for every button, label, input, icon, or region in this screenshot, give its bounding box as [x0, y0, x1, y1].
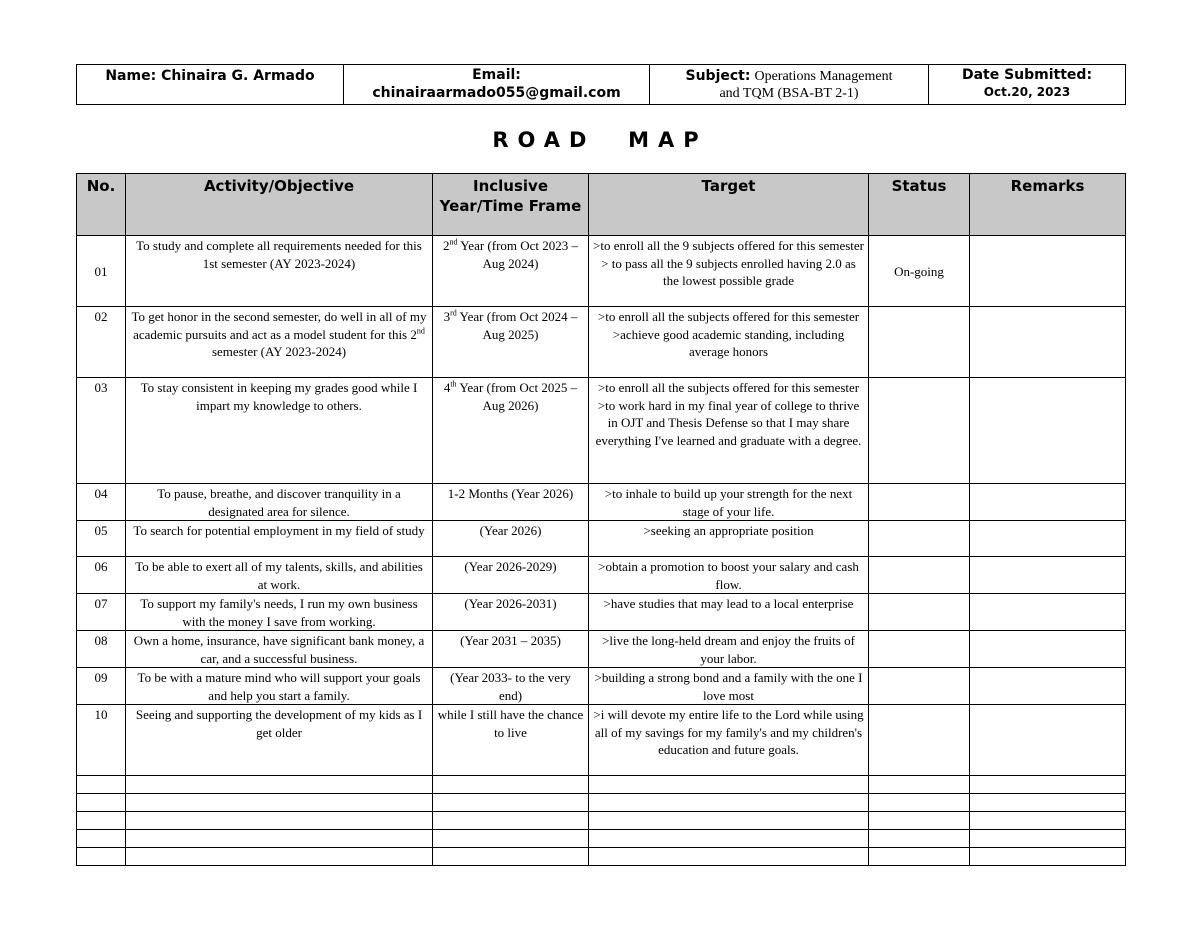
- table-header-row: [77, 174, 1126, 236]
- header-info-table: [76, 64, 1126, 105]
- row-time-frame: [433, 236, 589, 307]
- row-remarks: [970, 705, 1126, 776]
- empty-row: [77, 776, 1126, 794]
- row-activity: To stay consistent in keeping my grades good while I impart my knowledge to others.: [126, 378, 433, 484]
- subject-cell: [650, 65, 929, 105]
- empty-cell: [77, 848, 126, 866]
- row-time-frame: (Year 2033- to the very end): [433, 668, 589, 705]
- empty-cell: [433, 830, 589, 848]
- empty-cell: [126, 812, 433, 830]
- table-row: [77, 521, 1126, 557]
- row-time-frame: (Year 2026-2029): [433, 557, 589, 594]
- roadmap-table: [76, 173, 1126, 866]
- row-target: >to enroll all the subjects offered for this semester >to work hard in my final year of college to thrive in OJT and Thesis Defense so that I may share everything I've learned and graduate with a degree.: [589, 378, 869, 484]
- empty-cell: [869, 812, 970, 830]
- time-ordinal-suffix: nd: [449, 237, 458, 247]
- empty-cell: [433, 848, 589, 866]
- time-ordinal: 4: [443, 380, 451, 395]
- time-text: Year (from Oct 2024 – Aug 2025): [456, 309, 578, 342]
- time-text: Year (from Oct 2025 – Aug 2026): [456, 380, 578, 413]
- date-cell: [929, 65, 1126, 105]
- row-time-frame: while I still have the chance to live: [433, 705, 589, 776]
- col-header-no: No.: [77, 174, 126, 236]
- subject-label: Subject:: [685, 68, 751, 84]
- empty-cell: [589, 812, 869, 830]
- row-no: 09: [77, 668, 126, 705]
- row-no: 06: [77, 557, 126, 594]
- row-target: >building a strong bond and a family with the one I love most: [589, 668, 869, 705]
- empty-cell: [126, 830, 433, 848]
- row-activity: Own a home, insurance, have significant bank money, a car, and a successful business.: [126, 631, 433, 668]
- row-target: >seeking an appropriate position: [589, 521, 869, 557]
- row-status: On-going: [869, 236, 970, 307]
- empty-cell: [970, 812, 1126, 830]
- table-row: [77, 705, 1126, 776]
- empty-cell: [589, 830, 869, 848]
- row-target: >i will devote my entire life to the Lord while using all of my savings for my family's and my children's education and future goals.: [589, 705, 869, 776]
- activity-ordinal-suffix: nd: [416, 326, 425, 336]
- table-row: [77, 594, 1126, 631]
- row-activity: [126, 307, 433, 378]
- row-target: >obtain a promotion to boost your salary and cash flow.: [589, 557, 869, 594]
- empty-row: [77, 848, 1126, 866]
- row-no: 02: [77, 307, 126, 378]
- row-remarks: [970, 307, 1126, 378]
- row-target: >to inhale to build up your strength for the next stage of your life.: [589, 484, 869, 521]
- row-time-frame: (Year 2031 – 2035): [433, 631, 589, 668]
- row-remarks: [970, 236, 1126, 307]
- empty-cell: [970, 848, 1126, 866]
- date-label: Date Submitted:: [961, 67, 1093, 83]
- student-name: Name: Chinaira G. Armado: [105, 68, 315, 84]
- empty-cell: [126, 776, 433, 794]
- empty-cell: [77, 830, 126, 848]
- table-row: [77, 631, 1126, 668]
- empty-cell: [126, 794, 433, 812]
- empty-cell: [433, 794, 589, 812]
- row-activity: To be with a mature mind who will support your goals and help you start a family.: [126, 668, 433, 705]
- activity-text-end: semester (AY 2023-2024): [211, 344, 347, 359]
- empty-cell: [589, 794, 869, 812]
- subject-value-line1: Operations Management: [754, 69, 893, 84]
- empty-cell: [126, 848, 433, 866]
- row-status: [869, 668, 970, 705]
- row-no: 08: [77, 631, 126, 668]
- row-remarks: [970, 631, 1126, 668]
- row-remarks: [970, 594, 1126, 631]
- row-status: [869, 307, 970, 378]
- col-header-target: Target: [589, 174, 869, 236]
- empty-cell: [77, 794, 126, 812]
- time-ordinal-suffix: rd: [450, 308, 457, 318]
- activity-text: To get honor in the second semester, do well in all of my academic pursuits and act as a model student for this 2: [131, 309, 427, 342]
- row-activity: To be able to exert all of my talents, skills, and abilities at work.: [126, 557, 433, 594]
- row-activity: To study and complete all requirements needed for this 1st semester (AY 2023-2024): [126, 236, 433, 307]
- table-row: [77, 668, 1126, 705]
- time-ordinal-suffix: th: [450, 379, 457, 389]
- col-header-activity: Activity/Objective: [126, 174, 433, 236]
- empty-row: [77, 830, 1126, 848]
- time-ordinal: 2: [442, 238, 450, 253]
- table-row: [77, 236, 1126, 307]
- table-row: [77, 484, 1126, 521]
- row-time-frame: [433, 378, 589, 484]
- row-time-frame: (Year 2026): [433, 521, 589, 557]
- row-status: [869, 521, 970, 557]
- empty-cell: [77, 776, 126, 794]
- row-status: [869, 484, 970, 521]
- empty-row: [77, 794, 1126, 812]
- row-target: >live the long-held dream and enjoy the fruits of your labor.: [589, 631, 869, 668]
- name-cell: [77, 65, 344, 105]
- table-row: [77, 378, 1126, 484]
- empty-cell: [869, 794, 970, 812]
- row-time-frame: (Year 2026-2031): [433, 594, 589, 631]
- row-time-frame: 1-2 Months (Year 2026): [433, 484, 589, 521]
- page-title: ROAD MAP: [492, 128, 708, 152]
- empty-cell: [869, 848, 970, 866]
- row-no: 07: [77, 594, 126, 631]
- row-status: [869, 705, 970, 776]
- empty-cell: [970, 830, 1126, 848]
- empty-cell: [433, 812, 589, 830]
- empty-cell: [869, 776, 970, 794]
- row-remarks: [970, 484, 1126, 521]
- empty-cell: [589, 848, 869, 866]
- row-no: 05: [77, 521, 126, 557]
- row-activity: Seeing and supporting the development of my kids as I get older: [126, 705, 433, 776]
- row-target: >to enroll all the subjects offered for this semester >achieve good academic standing, including average honors: [589, 307, 869, 378]
- email-cell: [344, 65, 650, 105]
- row-status: [869, 378, 970, 484]
- row-time-frame: [433, 307, 589, 378]
- date-value: Oct.20, 2023: [983, 85, 1071, 99]
- row-remarks: [970, 521, 1126, 557]
- empty-cell: [970, 794, 1126, 812]
- row-activity: To search for potential employment in my field of study: [126, 521, 433, 557]
- row-status: [869, 594, 970, 631]
- row-status: [869, 557, 970, 594]
- row-target: >have studies that may lead to a local enterprise: [589, 594, 869, 631]
- table-row: [77, 557, 1126, 594]
- row-remarks: [970, 557, 1126, 594]
- row-no: 10: [77, 705, 126, 776]
- empty-cell: [869, 830, 970, 848]
- row-remarks: [970, 378, 1126, 484]
- row-target: >to enroll all the 9 subjects offered for this semester > to pass all the 9 subjects enrolled having 2.0 as the lowest possible grade: [589, 236, 869, 307]
- row-remarks: [970, 668, 1126, 705]
- empty-cell: [77, 812, 126, 830]
- row-activity: To support my family's needs, I run my own business with the money I save from working.: [126, 594, 433, 631]
- empty-cell: [433, 776, 589, 794]
- row-no: 03: [77, 378, 126, 484]
- col-header-status: Status: [869, 174, 970, 236]
- row-no: 01: [77, 236, 126, 307]
- email-label: Email:: [472, 67, 521, 83]
- time-text: Year (from Oct 2023 – Aug 2024): [457, 238, 579, 271]
- email-value: chinairaarmado055@gmail.com: [372, 85, 621, 101]
- row-activity: To pause, breathe, and discover tranquility in a designated area for silence.: [126, 484, 433, 521]
- row-no: 04: [77, 484, 126, 521]
- col-header-time-frame: Inclusive Year/Time Frame: [433, 174, 589, 236]
- col-header-remarks: Remarks: [970, 174, 1126, 236]
- empty-row: [77, 812, 1126, 830]
- row-status: [869, 631, 970, 668]
- empty-cell: [970, 776, 1126, 794]
- empty-cell: [589, 776, 869, 794]
- subject-value-line2: and TQM (BSA-BT 2-1): [719, 86, 859, 101]
- time-ordinal: 3: [443, 309, 451, 324]
- table-row: [77, 307, 1126, 378]
